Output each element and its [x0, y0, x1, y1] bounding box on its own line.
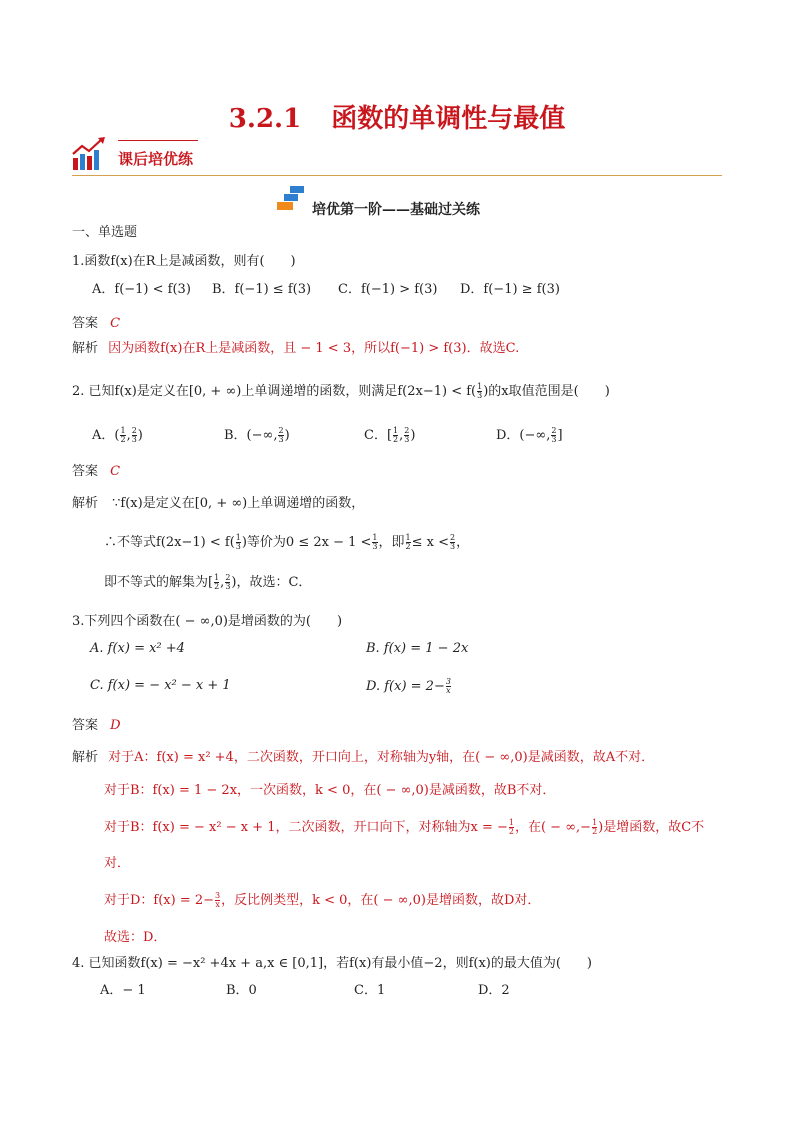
- q1-option-b: B．f(−1) ≤ f(3): [212, 282, 312, 297]
- frac-den: 3: [225, 582, 231, 591]
- frac-den-x: x: [446, 686, 451, 695]
- q2-a2-part-c: ，即: [378, 535, 405, 550]
- q3-option-d: [366, 678, 452, 695]
- q3-analysis-line-2: 对于B：f(x) = 1 − 2x，一次函数，k < 0，在( − ∞,0)是减函数，故B不对．: [104, 783, 556, 798]
- frac: [372, 534, 377, 551]
- frac-num: 3: [445, 677, 451, 686]
- frac: [450, 534, 455, 551]
- frac-num: 1: [120, 426, 126, 435]
- q3-option-c: C. f(x) = − x² − x + 1: [90, 678, 231, 693]
- q1-option-d: D．f(−1) ≥ f(3): [460, 282, 560, 297]
- frac: [215, 892, 220, 909]
- frac: [551, 427, 556, 444]
- q4-option-a: A．− 1: [100, 983, 146, 998]
- q1-analysis: 因为函数f(x)在R上是减函数，且 − 1 < 3，所以f(−1) > f(3)．故选C.: [108, 341, 520, 356]
- frac-num: 1: [214, 573, 220, 582]
- q2-opt-b-pre: B．(−∞,: [224, 428, 278, 443]
- frac: [509, 819, 514, 836]
- frac: [393, 427, 398, 444]
- frac-num: 2: [278, 426, 284, 435]
- q3-analysis-line-5: [104, 889, 540, 909]
- q2-opt-c-post: ): [410, 428, 416, 443]
- frac-num: 1: [405, 533, 411, 542]
- frac: [446, 678, 451, 695]
- q3-option-b: B. f(x) = 1 − 2x: [366, 641, 469, 656]
- q2-analysis-line-1: ∵f(x)是定义在[0, + ∞)上单调递增的函数，: [112, 496, 365, 511]
- q4-stem: 4. 已知函数f(x) = −x² +4x + a,x ∈ [0,1]，若f(x)有最小值−2，则f(x)的最大值为( ): [72, 956, 593, 971]
- frac-den: 2: [592, 827, 598, 836]
- frac-den: 3: [450, 542, 456, 551]
- q2-option-c: C．[ $\frac{1}{2}$ , $\frac{2}{3}$ ): [364, 426, 416, 444]
- q3-a5-part-a: 对于D：f(x) = 2−: [104, 893, 215, 908]
- frac-den: 2: [393, 435, 399, 444]
- q2-a2-part-e: ，: [456, 535, 470, 550]
- q3-analysis-line-4: 对．: [104, 856, 131, 871]
- frac-num: 1: [508, 818, 514, 827]
- q3-stem: 3.下列四个函数在( − ∞,0)是增函数的为( ): [72, 614, 343, 629]
- frac: [404, 427, 409, 444]
- frac: [214, 574, 219, 591]
- frac-num: 1: [235, 533, 241, 542]
- q3-analysis-label: 解析: [72, 750, 99, 765]
- frac: [592, 819, 597, 836]
- frac: [406, 534, 411, 551]
- frac-num: 3: [215, 891, 221, 900]
- q2-answer: C: [110, 464, 121, 479]
- section-label: 课后培优练: [118, 150, 194, 168]
- frac-den: 3: [372, 542, 378, 551]
- q3-answer-label: 答案: [72, 718, 99, 733]
- frac: [120, 427, 125, 444]
- q2-a2-part-b: )等价为0 ≤ 2x − 1 <: [241, 535, 372, 550]
- q2-opt-d-post: ]: [557, 428, 563, 443]
- q2-opt-a-pre: A．(: [92, 428, 120, 443]
- frac-den: 3: [235, 542, 241, 551]
- q3-a5-part-b: ，反比例类型，k < 0，在( − ∞,0)是增函数，故D对．: [221, 893, 541, 908]
- frac-den: 2: [120, 435, 126, 444]
- q1-option-c: C．f(−1) > f(3): [338, 282, 438, 297]
- frac: [132, 427, 137, 444]
- q1-option-a: A．f(−1) < f(3): [92, 282, 191, 297]
- q3-a3-part-b: ，在( − ∞,−: [514, 820, 592, 835]
- q2-a3-part-b: )，故选：C．: [231, 575, 312, 590]
- frac-den: 3: [131, 435, 137, 444]
- header-rule: [72, 175, 722, 176]
- frac-den: 3: [404, 435, 410, 444]
- frac-num: 1: [393, 426, 399, 435]
- frac-num: 1: [477, 382, 483, 391]
- frac-den: 3: [477, 391, 483, 400]
- q2-a3-part-a: 即不等式的解集为[: [104, 575, 214, 590]
- part-heading: 一、单选题: [72, 225, 138, 240]
- q2-stem: [72, 380, 610, 400]
- q2-a2-part-a: ∴不等式f(2x−1) < f(: [104, 535, 235, 550]
- q4-option-d: D．2: [478, 983, 510, 998]
- growth-chart-icon: [72, 136, 106, 172]
- frac: [278, 427, 283, 444]
- q3-option-a: A. f(x) = x² +4: [90, 641, 185, 656]
- q2-option-b: [224, 424, 290, 444]
- q1-answer-label: 答案: [72, 316, 99, 331]
- frac-den: 2: [214, 582, 220, 591]
- q1-analysis-label: 解析: [72, 341, 99, 356]
- frac-den-x: x: [215, 900, 220, 909]
- q2-opt-c-pre: C．[: [364, 428, 393, 443]
- frac-den: 2: [405, 542, 411, 551]
- q2-analysis-label: 解析: [72, 496, 99, 511]
- q2-analysis-line-3: 即不等式的解集为[ $\frac{1}{2}$ , $\frac{2}{3}$ )，故选：C．: [104, 573, 312, 591]
- frac-num: 2: [551, 426, 557, 435]
- q2-option-d: [496, 424, 563, 444]
- q3-a3-part-a: 对于B：f(x) = − x² − x + 1，二次函数，开口向下，对称轴为x = −: [104, 820, 508, 835]
- frac-num: 2: [450, 533, 456, 542]
- frac-den: 2: [508, 827, 514, 836]
- q2-stem-part-a: 2. 已知f(x)是定义在[0, + ∞)上单调递增的函数，则满足f(2x−1) < f(: [72, 384, 477, 399]
- frac-den: 3: [278, 435, 284, 444]
- frac-num: 2: [404, 426, 410, 435]
- q3-analysis-line-1: 对于A：f(x) = x² +4，二次函数，开口向上，对称轴为y轴，在( − ∞,0)是减函数，故A不对．: [108, 750, 655, 765]
- stair-blocks-icon: [276, 184, 306, 212]
- frac-num: 2: [225, 573, 231, 582]
- frac-num: 2: [131, 426, 137, 435]
- q4-option-c: C．1: [354, 983, 386, 998]
- title-text: 函数的单调性与最值: [331, 104, 566, 134]
- q2-opt-d-pre: D．(−∞,: [496, 428, 551, 443]
- q1-answer: C: [110, 316, 121, 331]
- label-top-rule: [118, 140, 198, 141]
- q1-stem: 1.函数f(x)在R上是减函数，则有( ): [72, 254, 296, 269]
- frac-den: 3: [551, 435, 557, 444]
- q2-answer-label: 答案: [72, 464, 99, 479]
- q3-answer: D: [110, 718, 121, 733]
- frac: [236, 534, 241, 551]
- q3-analysis-line-3: [104, 816, 704, 836]
- q2-option-a: A．( $\frac{1}{2}$ , $\frac{2}{3}$ ): [92, 426, 143, 444]
- q2-opt-b-post: ): [284, 428, 290, 443]
- q3-analysis-line-6: 故选：D．: [104, 930, 167, 945]
- q2-opt-a-post: ): [137, 428, 143, 443]
- frac-num: 1: [592, 818, 598, 827]
- title-number: 3.2.1: [228, 104, 302, 134]
- q2-stem-part-b: )的x取值范围是( ): [483, 384, 610, 399]
- q2-a2-part-d: ≤ x <: [411, 535, 450, 550]
- q4-option-b: B．0: [226, 983, 257, 998]
- frac: [225, 574, 230, 591]
- q2-analysis-line-2: [104, 531, 469, 551]
- frac-num: 1: [372, 533, 378, 542]
- page-title: [0, 98, 794, 135]
- stage-title: 培优第一阶——基础过关练: [312, 202, 480, 218]
- q3-opt-d-pre: D. f(x) = 2−: [366, 679, 445, 694]
- q3-a3-part-c: )是增函数，故C不: [598, 820, 705, 835]
- q2-stem-fraction: [477, 383, 482, 400]
